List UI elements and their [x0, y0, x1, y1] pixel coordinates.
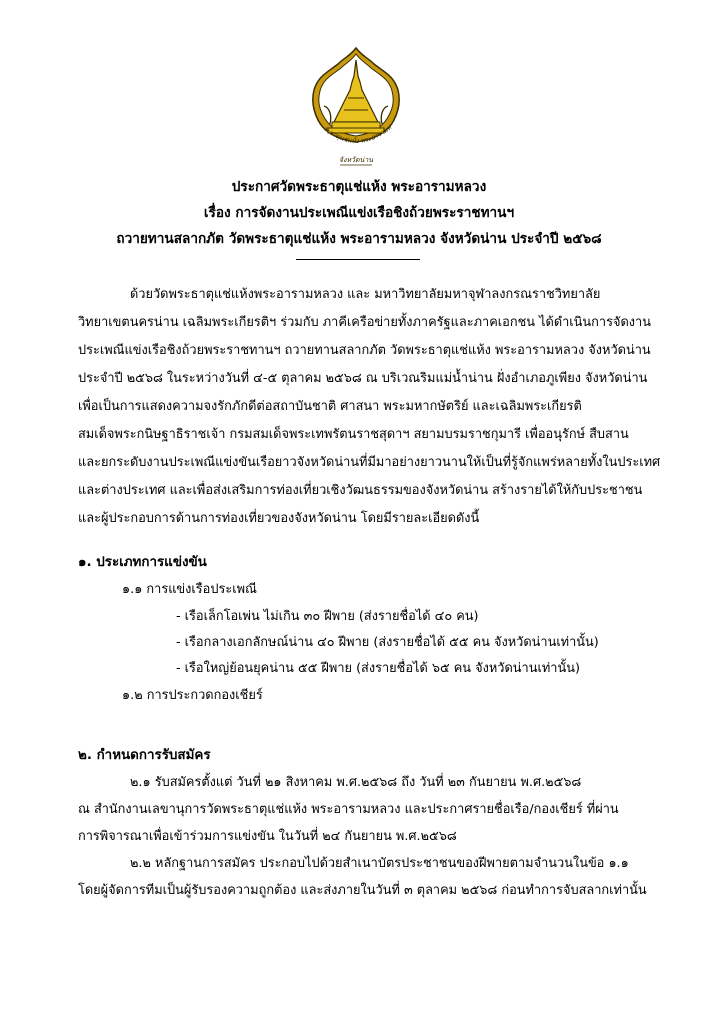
list-item: - เรือกลางเอกลักษณ์น่าน ๔๐ ฝีพาย (ส่งรายชื่อได้ ๕๕ คน จังหวัดน่านเท่านั้น) — [176, 635, 599, 650]
announcement-subject: เรื่อง การจัดงานประเพณีแข่งเรือชิงถ้วยพระราชทานฯ — [203, 205, 515, 221]
section2-line: ณ สำนักงานเลขานุการวัดพระธาตุแช่แห้ง พระอารามหลวง และประกาศรายชื่อเรือ/กองเชียร์ ที่ผ่าน — [78, 802, 619, 817]
section2-heading: ๒. กำหนดการรับสมัคร — [78, 748, 211, 763]
section2-line: ๒.๒ หลักฐานการสมัคร ประกอบไปด้วยสำเนาบัตรประชาชนของฝีพายตามจำนวนในข้อ ๑.๑ — [130, 856, 629, 871]
intro-line: ด้วยวัดพระธาตุแช่แห้งพระอารามหลวง และ มหาวิทยาลัยมหาจุฬาลงกรณราชวิทยาลัย — [130, 287, 601, 302]
intro-line: ประเพณีแข่งเรือชิงถ้วยพระราชทานฯ ถวายทานสลากภัต วัดพระธาตุแช่แห้ง พระอารามหลวง จังหวัดน่าน — [78, 343, 651, 358]
logo-bottom-text: จังหวัดน่าน — [338, 156, 374, 164]
intro-line: ประจำปี ๒๕๖๘ ในระหว่างวันที่ ๔-๕ ตุลาคม ๒๕๖๘ ณ บริเวณริมแม่น้ำน่าน ฝั่งอำเภอภูเพียง จังหวัดน่าน — [78, 371, 648, 386]
intro-line: เพื่อเป็นการแสดงความจงรักภักดีต่อสถาบันชาติ ศาสนา พระมหากษัตริย์ และเฉลิมพระเกียรติ — [78, 399, 582, 414]
list-item: - เรือใหญ่ย้อนยุคน่าน ๕๕ ฝีพาย (ส่งรายชื่อได้ ๖๕ คน จังหวัดน่านเท่านั้น) — [176, 661, 580, 676]
list-item: - เรือเล็กโอเพ่น ไม่เกิน ๓๐ ฝีพาย (ส่งรายชื่อได้ ๔๐ คน) — [176, 609, 479, 624]
announcement-title: ประกาศวัดพระธาตุแช่แห้ง พระอารามหลวง — [231, 179, 487, 195]
intro-line: และผู้ประกอบการด้านการท่องเที่ยวของจังหวัดน่าน โดยมีรายละเอียดดังนี้ — [78, 511, 480, 526]
temple-stupa-logo — [304, 46, 408, 172]
title-divider — [296, 259, 420, 260]
announcement-event: ถวายทานสลากภัต วัดพระธาตุแช่แห้ง พระอารามหลวง จังหวัดน่าน ประจำปี ๒๕๖๘ — [116, 231, 602, 247]
intro-line: สมเด็จพระกนิษฐาธิราชเจ้า กรมสมเด็จพระเทพรัตนราชสุดาฯ สยามบรมราชกุมารี เพื่ออนุรักษ์ สืบสาน — [78, 427, 629, 442]
section2-line: โดยผู้จัดการทีมเป็นผู้รับรองความถูกต้อง และส่งภายในวันที่ ๓ ตุลาคม ๒๕๖๘ ก่อนทำการจับสลากเท่านั้น — [78, 883, 647, 898]
intro-line: และต่างประเทศ และเพื่อส่งเสริมการท่องเที่ยวเชิงวัฒนธรรมของจังหวัดน่าน สร้างรายได้ให้กับประชาชน — [78, 483, 643, 498]
intro-line: และยกระดับงานประเพณีแข่งขันเรือยาวจังหวัดน่านที่มีมาอย่างยาวนานให้เป็นที่รู้จักแพร่หลายทั้งในประเทศ — [78, 455, 661, 470]
section1-subheading: ๑.๑ การแข่งเรือประเพณี — [122, 582, 257, 597]
section2-line: ๒.๑ รับสมัครตั้งแต่ วันที่ ๒๑ สิงหาคม พ.ศ.๒๕๖๘ ถึง วันที่ ๒๓ กันยายน พ.ศ.๒๕๖๘ — [130, 775, 582, 790]
section1-heading: ๑. ประเภทการแข่งขัน — [78, 555, 207, 570]
section2-line: การพิจารณาเพื่อเข้าร่วมการแข่งขัน ในวันที่ ๒๔ กันยายน พ.ศ.๒๕๖๘ — [78, 829, 457, 844]
section1-subheading: ๑.๒ การประกวดกองเชียร์ — [122, 688, 263, 703]
intro-line: วิทยาเขตนครน่าน เฉลิมพระเกียรติฯ ร่วมกับ ภาคีเครือข่ายทั้งภาครัฐและภาคเอกชน ได้ดำเนินการจัดงาน — [78, 315, 651, 330]
logo-arc-text: ระธาตุแช่แห้ง พระอารามห — [322, 123, 393, 146]
